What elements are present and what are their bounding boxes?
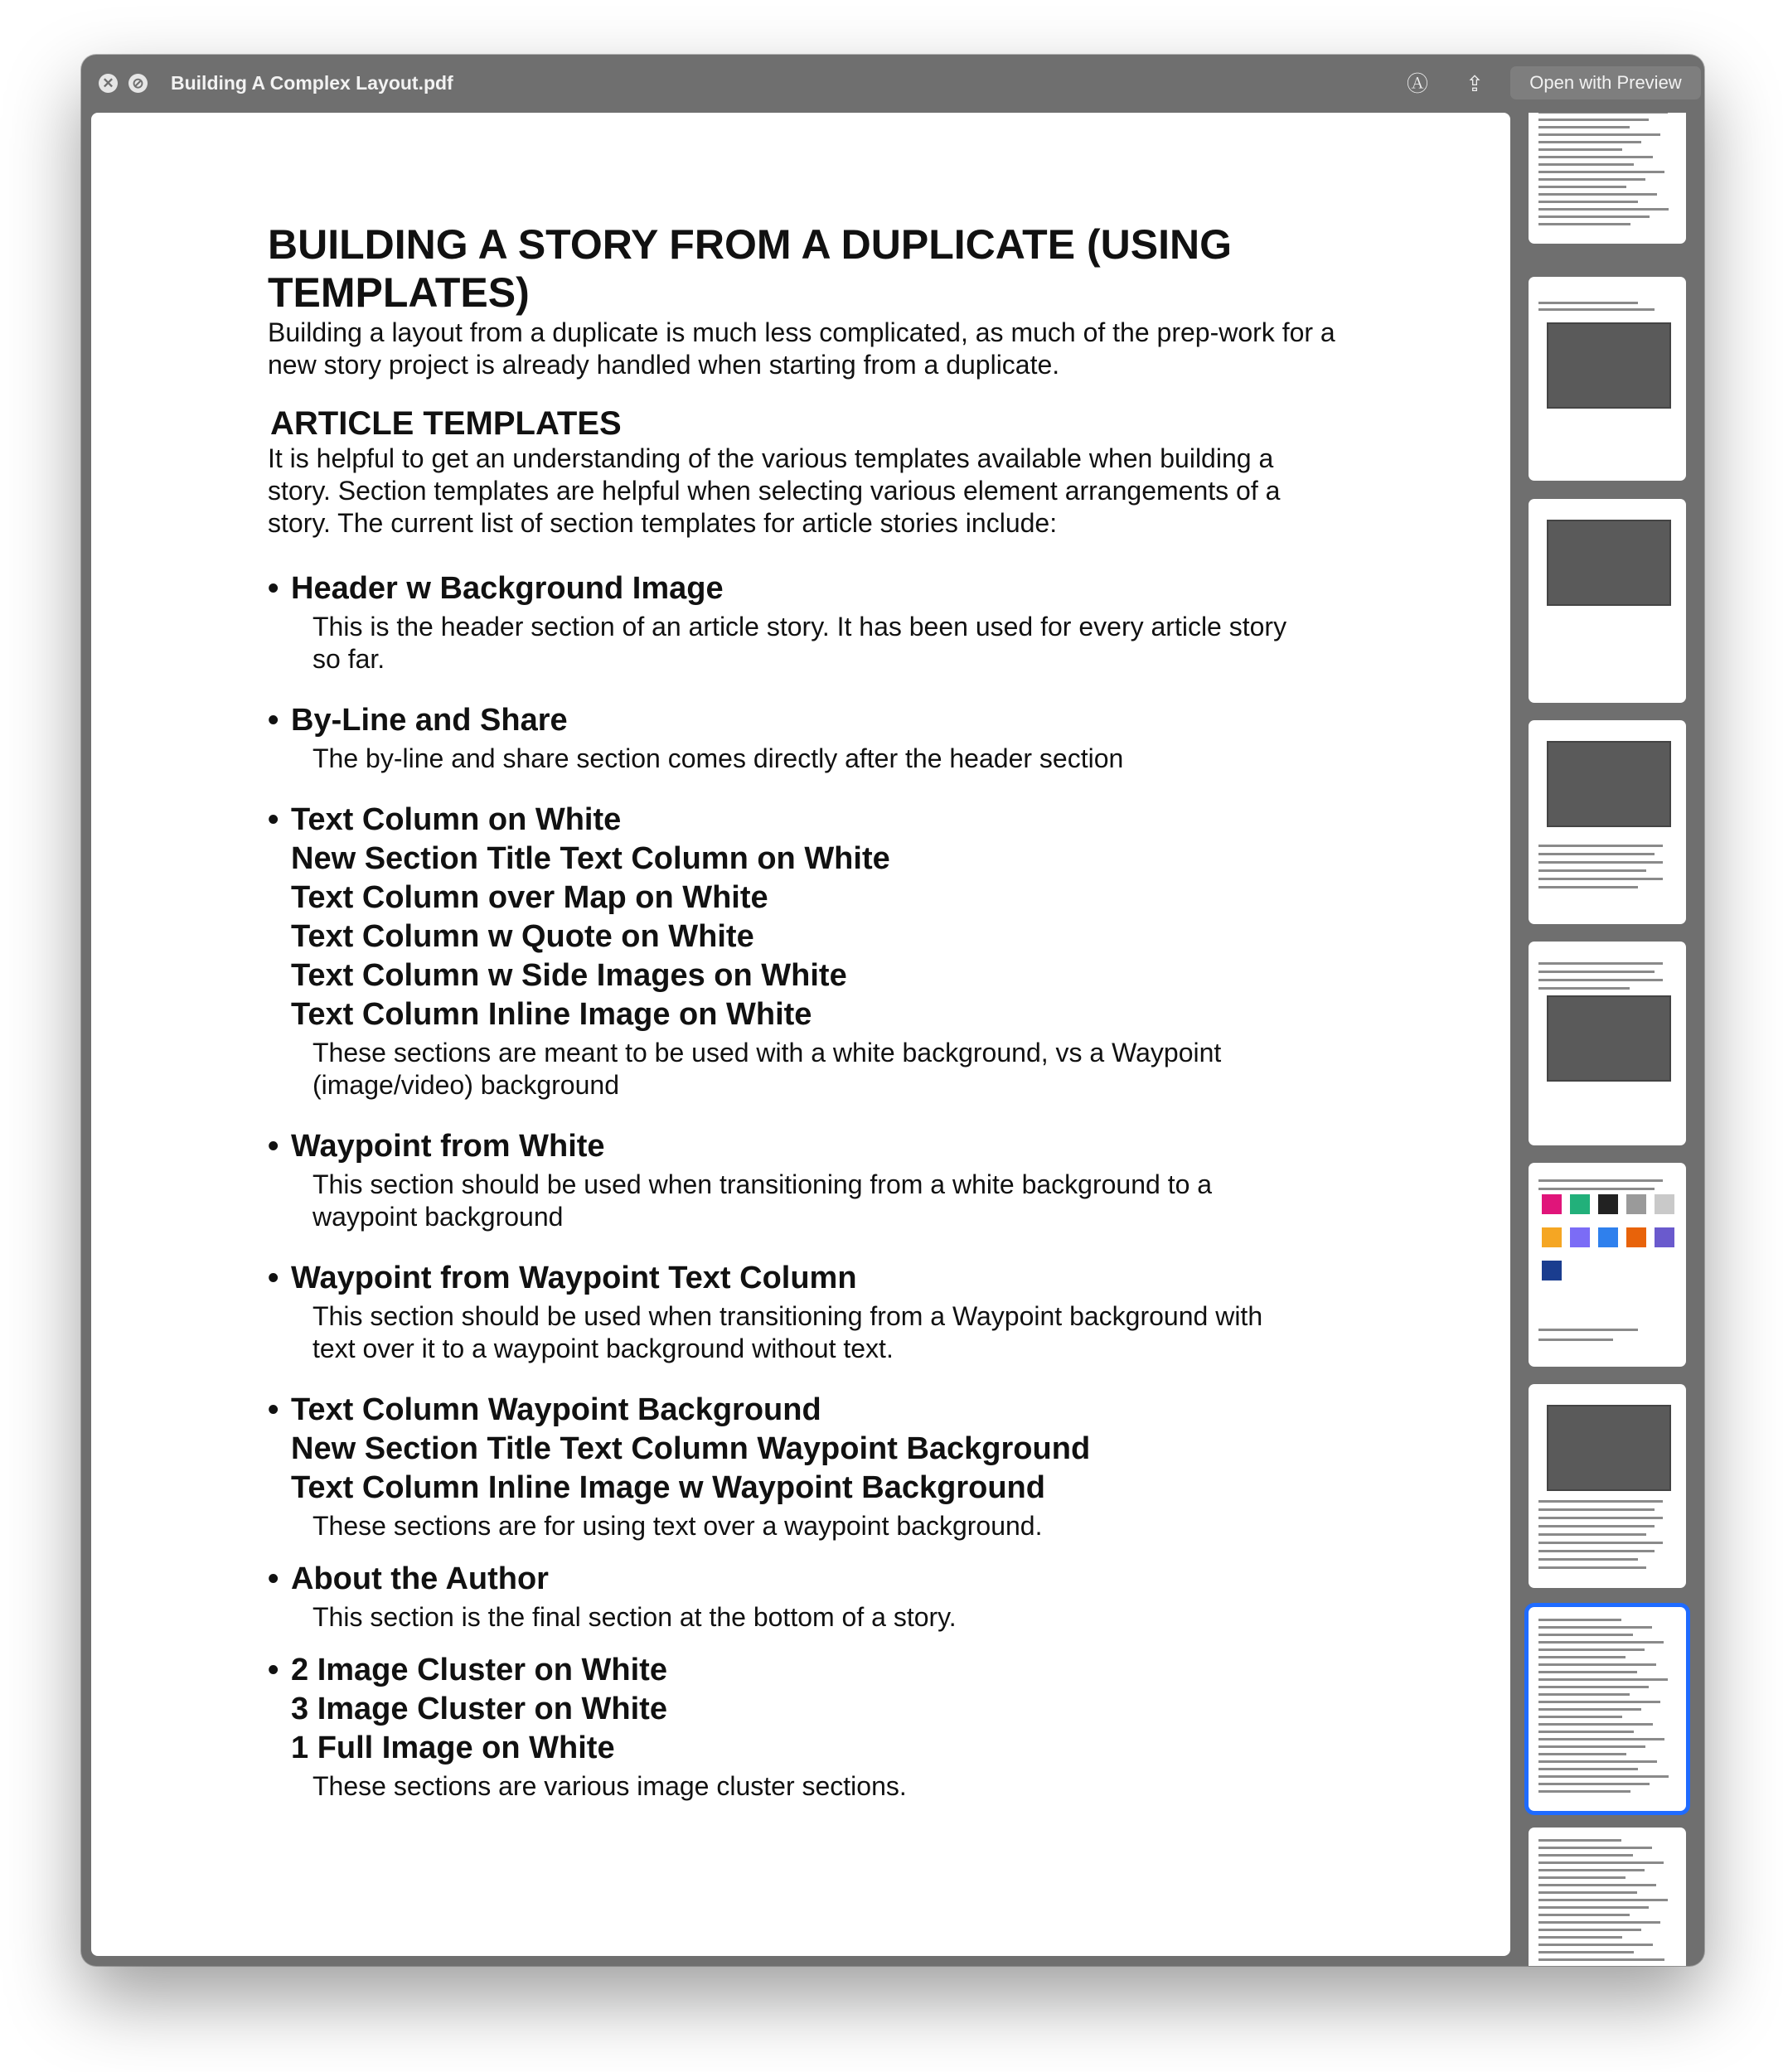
template-title-text: 1 Full Image on White (291, 1731, 615, 1765)
thumbnail-screenshot (1547, 1405, 1671, 1491)
thumbnail-text-line (1538, 1738, 1664, 1740)
template-section (268, 801, 1428, 1101)
template-description: The by-line and share section comes directly after the header section (313, 743, 1124, 773)
thumbnail-text-line (1538, 1906, 1649, 1909)
thumbnail-text-line (1538, 1790, 1630, 1793)
template-title-text: 3 Image Cluster on White (291, 1692, 667, 1726)
thumbnail-text-line (1538, 987, 1630, 990)
page-content (268, 220, 1428, 1803)
thumbnail-text-line (1538, 853, 1655, 855)
page-thumbnail[interactable] (1529, 1384, 1686, 1588)
thumbnail-text-line (1538, 186, 1626, 188)
bullet: • (268, 571, 279, 606)
thumbnail-text-line (1538, 1508, 1655, 1511)
thumbnail-text-line (1538, 1839, 1621, 1842)
thumbnail-color-swatch (1655, 1227, 1674, 1247)
bullet: • (268, 1261, 279, 1295)
thumbnail-text-line (1538, 1525, 1655, 1527)
share-icon[interactable]: ⇪ (1466, 71, 1484, 96)
thumbnail-text-line (1538, 148, 1622, 151)
template-title (268, 1430, 1428, 1469)
thumbnail-text-line (1538, 1339, 1613, 1341)
thumbnail-text-line (1538, 1884, 1656, 1886)
template-title-text: By-Line and Share (291, 703, 568, 738)
template-title (268, 879, 1428, 917)
thumbnail-text-line (1538, 869, 1646, 872)
thumbnail-text-line (1538, 1716, 1622, 1718)
thumbnail-text-line (1538, 1663, 1656, 1666)
thumbnail-text-line (1538, 208, 1669, 211)
thumbnail-text-line (1538, 1634, 1633, 1636)
open-with-preview-button[interactable]: Open with Preview (1510, 66, 1701, 99)
template-title-text: Header w Background Image (291, 571, 724, 606)
thumbnail-text-line (1538, 163, 1634, 166)
thumbnail-color-swatch (1655, 1194, 1674, 1214)
close-icon[interactable]: ✕ (99, 74, 118, 93)
thumbnail-text-line (1538, 1550, 1655, 1552)
thumbnail-text-line (1538, 1929, 1641, 1931)
thumbnail-text-line (1538, 1760, 1657, 1763)
thumbnail-color-swatch (1542, 1194, 1562, 1214)
thumbnail-text-line (1538, 1671, 1637, 1673)
markup-icon[interactable]: Ⓐ (1406, 71, 1428, 96)
thumbnail-text-line (1538, 1517, 1663, 1519)
template-description: This is the header section of an article story. It has been used for every article story so far. (313, 612, 1287, 674)
thumbnail-text-line (1538, 1847, 1652, 1849)
thumbnail-color-swatch (1598, 1227, 1618, 1247)
thumbnail-text-line (1538, 308, 1655, 311)
thumbnail-text-line (1538, 126, 1630, 128)
page-thumbnail[interactable] (1529, 113, 1686, 244)
thumbnail-text-line (1538, 1701, 1660, 1703)
template-section (268, 1560, 1428, 1634)
thumbnail-text-line (1538, 1542, 1663, 1544)
thumbnail-text-line (1538, 223, 1630, 225)
template-title-text: New Section Title Text Column on White (291, 841, 890, 876)
thumbnail-text-line (1538, 171, 1664, 173)
template-title (268, 917, 1428, 956)
template-title-text: Text Column w Side Images on White (291, 958, 847, 993)
thumbnail-text-line (1538, 1876, 1626, 1879)
template-title (268, 701, 1428, 740)
page-thumbnail[interactable] (1529, 720, 1686, 924)
template-title-text: Waypoint from Waypoint Text Column (291, 1261, 857, 1295)
thumbnail-text-line (1538, 979, 1663, 981)
bullet: • (268, 1129, 279, 1164)
template-section (268, 1391, 1428, 1542)
thumbnail-text-line (1538, 1566, 1646, 1569)
thumbnail-text-line (1538, 1686, 1649, 1688)
section-heading: ARTICLE TEMPLATES (270, 405, 622, 442)
thumbnail-text-line (1538, 1775, 1669, 1778)
bullet: • (268, 1392, 279, 1427)
thumbnail-text-line (1538, 1693, 1630, 1696)
thumbnail-color-swatch (1570, 1194, 1590, 1214)
thumbnail-sidebar[interactable] (1520, 113, 1704, 1966)
template-title (268, 801, 1428, 840)
template-title (268, 1391, 1428, 1430)
thumbnail-text-line (1538, 1188, 1655, 1190)
page-thumbnail[interactable] (1529, 277, 1686, 481)
template-section (268, 1259, 1428, 1365)
thumbnail-text-line (1538, 1783, 1650, 1785)
thumbnail-screenshot (1547, 741, 1671, 827)
template-title (268, 1651, 1428, 1690)
page-thumbnail[interactable] (1529, 499, 1686, 703)
template-title-text: Text Column w Quote on White (291, 919, 754, 954)
template-section (268, 701, 1428, 775)
thumbnail-text-line (1538, 845, 1663, 847)
bullet: • (268, 802, 279, 837)
bullet: • (268, 1653, 279, 1687)
thumbnail-color-swatch (1570, 1227, 1590, 1247)
thumbnail-text-line (1538, 878, 1663, 880)
thumbnail-text-line (1538, 1753, 1626, 1755)
template-title-text: Text Column on White (291, 802, 622, 837)
template-title (268, 1729, 1428, 1768)
template-description: These sections are for using text over a waypoint background. (313, 1511, 1043, 1541)
thumbnail-text-line (1538, 119, 1649, 121)
page-thumbnail[interactable] (1529, 1607, 1686, 1811)
thumbnail-color-swatch (1626, 1194, 1646, 1214)
thumbnail-text-line (1538, 971, 1655, 973)
pdf-page[interactable] (91, 113, 1510, 1956)
template-title (268, 1690, 1428, 1729)
template-title-text: 2 Image Cluster on White (291, 1653, 667, 1687)
template-title (268, 995, 1428, 1034)
thumbnail-text-line (1538, 113, 1668, 114)
thumbnail-text-line (1538, 1951, 1634, 1953)
thumbnail-text-line (1538, 178, 1645, 181)
thumbnail-text-line (1538, 302, 1638, 304)
template-title (268, 1469, 1428, 1508)
thumbnail-text-line (1538, 1723, 1653, 1726)
thumbnail-text-line (1538, 1958, 1664, 1961)
thumbnail-text-line (1538, 1678, 1668, 1681)
thumbnail-color-swatch (1542, 1227, 1562, 1247)
template-description: These sections are meant to be used with a white background, vs a Waypoint (image/video) background (313, 1038, 1222, 1100)
template-description: This section should be used when transitioning from a white background to a waypoint background (313, 1169, 1213, 1232)
thumbnail-text-line (1538, 962, 1663, 965)
template-section (268, 1127, 1428, 1233)
template-title (268, 1560, 1428, 1599)
thumbnail-text-line (1538, 156, 1653, 158)
thumbnail-screenshot (1547, 995, 1671, 1082)
thumbnail-text-line (1538, 1533, 1646, 1536)
thumbnail-text-line (1538, 1619, 1621, 1621)
template-title-text: Text Column over Map on White (291, 880, 768, 915)
thumbnail-text-line (1538, 1899, 1668, 1901)
thumbnail-text-line (1538, 1869, 1645, 1871)
thumbnail-text-line (1538, 1861, 1664, 1864)
thumbnail-text-line (1538, 1500, 1663, 1503)
thumbnail-text-line (1538, 141, 1641, 143)
template-title-text: Text Column Inline Image w Waypoint Background (291, 1470, 1045, 1505)
thumbnail-text-line (1538, 1891, 1637, 1894)
thumbnail-text-line (1538, 1656, 1626, 1658)
bullet: • (268, 703, 279, 738)
thumbnail-color-swatch (1542, 1261, 1562, 1280)
template-title-text: Text Column Inline Image on White (291, 997, 812, 1032)
thumbnail-text-line (1538, 1731, 1634, 1733)
thumbnail-text-line (1538, 1329, 1638, 1331)
template-title (268, 1127, 1428, 1166)
thumbnail-text-line (1538, 1944, 1653, 1946)
bullet: • (268, 1561, 279, 1596)
page-thumbnail[interactable] (1529, 942, 1686, 1145)
thumbnail-text-line (1538, 201, 1638, 203)
template-title-text: About the Author (291, 1561, 549, 1596)
thumbnail-text-line (1538, 886, 1638, 888)
thumbnail-text-line (1538, 1914, 1630, 1916)
intro-paragraph: Building a layout from a duplicate is much less complicated, as much of the prep-work for a new story project is already handled when starting from a duplicate. (268, 317, 1335, 380)
template-title (268, 956, 1428, 995)
thumbnail-color-swatch (1626, 1227, 1646, 1247)
template-description: This section is the final section at the bottom of a story. (313, 1602, 957, 1632)
thumbnail-screenshot (1547, 520, 1671, 606)
fullscreen-icon[interactable]: ⊘ (128, 74, 148, 93)
thumbnail-text-line (1538, 1936, 1622, 1939)
thumbnail-text-line (1538, 1745, 1645, 1748)
thumbnail-text-line (1538, 1648, 1645, 1651)
page-thumbnail[interactable] (1529, 1163, 1686, 1367)
thumbnail-text-line (1538, 1921, 1660, 1924)
thumbnail-text-line (1538, 1708, 1641, 1711)
template-description: These sections are various image cluster sections. (313, 1771, 907, 1801)
page-thumbnail[interactable] (1529, 1828, 1686, 1966)
preview-window (81, 55, 1704, 1966)
thumbnail-text-line (1538, 1558, 1638, 1561)
title-bar (81, 55, 1704, 113)
thumbnail-text-line (1538, 1641, 1664, 1644)
thumbnail-text-line (1538, 193, 1657, 196)
thumbnail-text-line (1538, 133, 1660, 136)
thumbnail-text-line (1538, 1854, 1633, 1857)
template-list (268, 569, 1428, 1803)
template-title (268, 1259, 1428, 1298)
template-section (268, 1651, 1428, 1803)
thumbnail-text-line (1538, 861, 1663, 864)
template-title (268, 840, 1428, 879)
thumbnail-text-line (1538, 1179, 1663, 1182)
template-title-text: Text Column Waypoint Background (291, 1392, 821, 1427)
template-title (268, 569, 1428, 608)
thumbnail-screenshot (1547, 322, 1671, 409)
template-title-text: New Section Title Text Column Waypoint Background (291, 1431, 1091, 1466)
document-title: BUILDING A STORY FROM A DUPLICATE (USING TEMPLATES) (268, 221, 1232, 316)
section-intro: It is helpful to get an understanding of the various templates available when building a story. Section templates are helpful when selecting various element arrangements of a story. The current list of section templates for article stories include: (268, 443, 1281, 538)
template-title-text: Waypoint from White (291, 1129, 605, 1164)
window-title: Building A Complex Layout.pdf (171, 72, 453, 94)
thumbnail-text-line (1538, 1626, 1652, 1629)
thumbnail-text-line (1538, 1768, 1638, 1770)
thumbnail-color-swatch (1598, 1194, 1618, 1214)
thumbnail-text-line (1538, 215, 1650, 218)
template-section (268, 569, 1428, 675)
template-description: This section should be used when transitioning from a Waypoint background with text over it to a waypoint background without text. (313, 1301, 1263, 1363)
